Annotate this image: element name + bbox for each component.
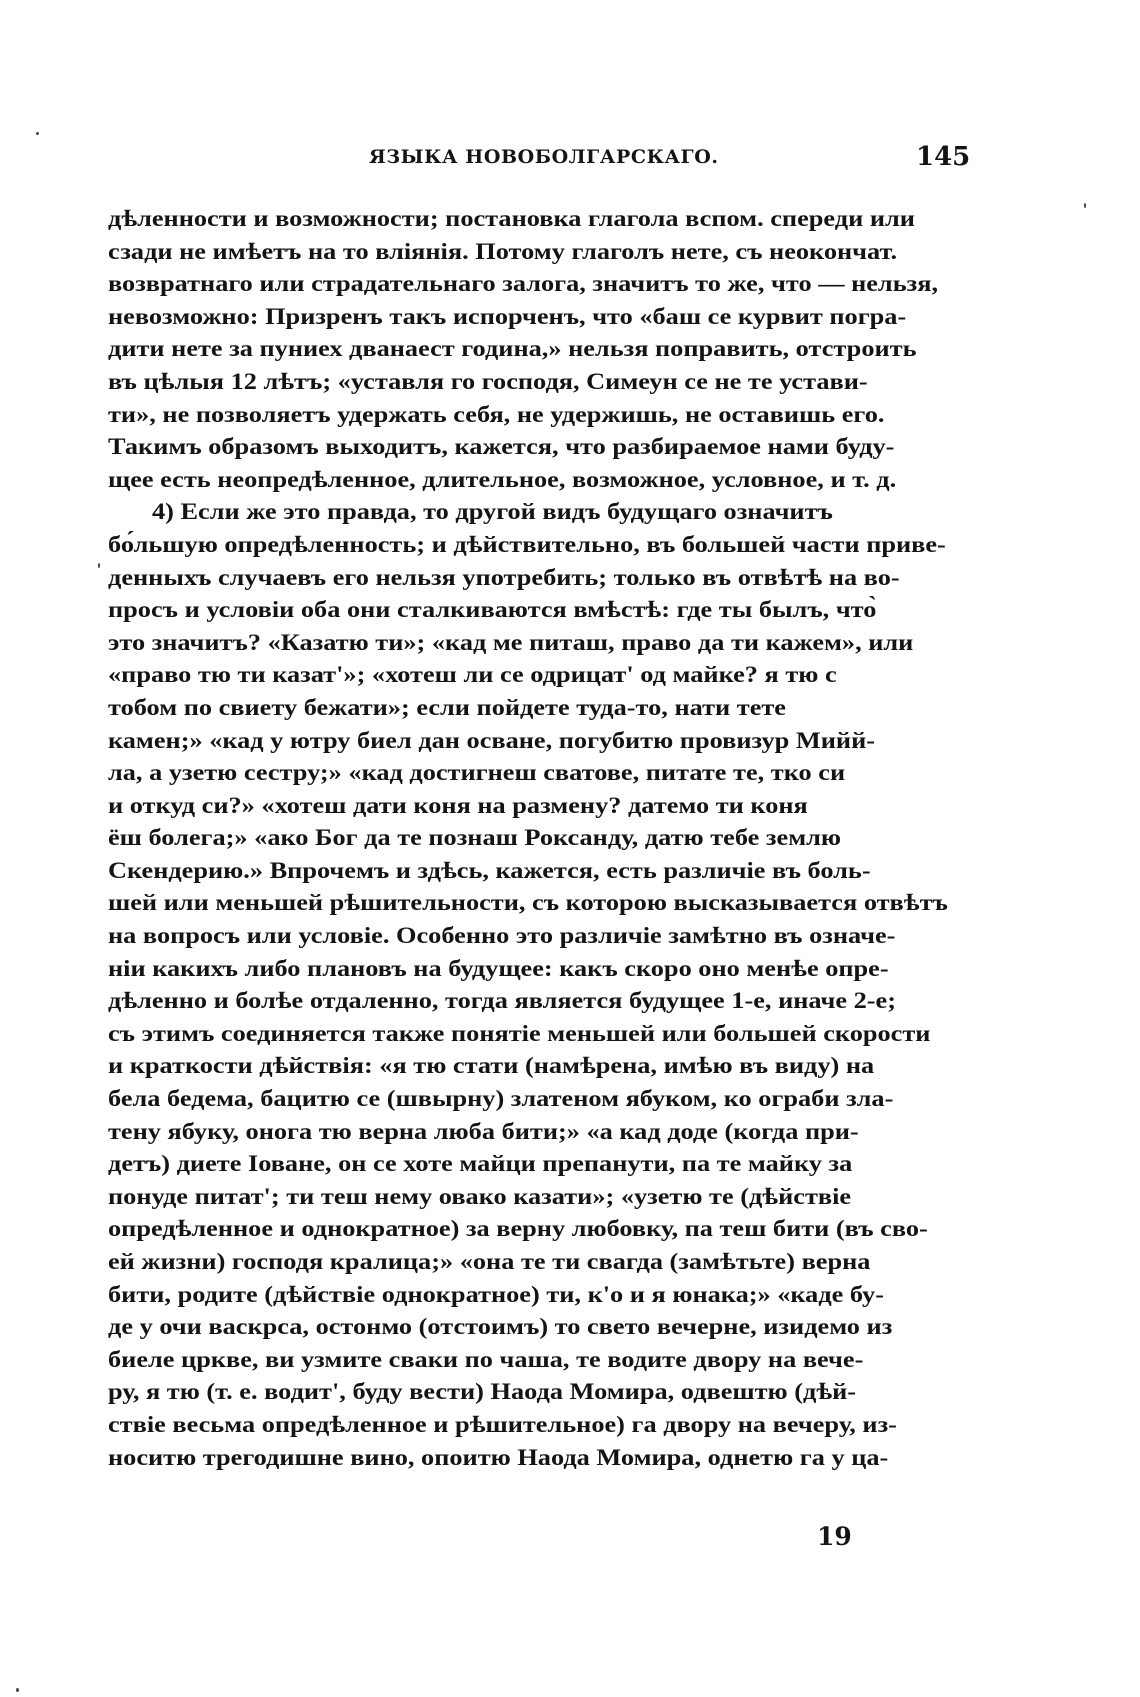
text-line: въ цѣлыя 12 лѣтъ; «уставля го господя, Симеун се не те устави- (108, 368, 868, 395)
text-line: дѣленности и возможности; постановка глагола вспом. спереди или (108, 206, 915, 232)
scan-speck (16, 1688, 19, 1692)
text-line: Такимъ образомъ выходитъ, кажется, что разбираемое нами буду- (108, 434, 895, 461)
text-line: «право тю ти казат'»; «хотеш ли се одрицат' од майке? я тю с (108, 662, 837, 689)
text-line: сзади не имѣетъ на то вліянія. Потому глаголъ нете, съ неокончат. (108, 238, 898, 265)
text-line: это значитъ? «Казатю ти»; «кад ме питаш, право да ти кажем», или (108, 629, 914, 656)
text-line: шей или меньшей рѣшительности, съ которою высказывается отвѣтъ (108, 890, 948, 917)
text-line: де у очи васкрса, остонмо (отстоимъ) то свето вечерне, изидемо из (108, 1314, 893, 1341)
text-line: камен;» «кад у ютру биел дан осване, погубитю провизур Мийй- (108, 727, 876, 754)
text-line: денныхъ случаевъ его нельзя употребить; только въ отвѣтѣ на во- (108, 564, 900, 591)
page-number: 145 (916, 142, 971, 172)
text-line: ей жизни) господя кралица;» «она те ти свагда (замѣтьте) верна (108, 1249, 871, 1275)
text-line: тену ябуку, онога тю верна люба бити;» «а кад доде (когда при- (108, 1118, 859, 1145)
scan-speck (36, 132, 39, 135)
text-line: бо́льшую опредѣленность; и дѣйствительно, въ большей части приве- (108, 531, 946, 558)
text-line: дити нете за пуниех дванаест година,» нельзя поправить, отстроить (108, 336, 917, 363)
text-line: опредѣленное и однократное) за верну любовку, па теш бити (въ сво- (108, 1216, 928, 1243)
text-line: ла, а узетю сестру;» «кад достигнеш сватове, питате те, тко си (108, 760, 846, 787)
text-line: детъ) диете Іоване, он се хоте майци препанути, па те майку за (108, 1151, 853, 1178)
paragraph-start-line: 4) Если же это правда, то другой видъ будущаго означитъ (152, 499, 833, 526)
text-line: биеле цркве, ви узмите сваки по чаша, те водите двору на вече- (108, 1346, 864, 1373)
body-text (108, 203, 968, 1474)
text-line: щее есть неопредѣленное, длительное, возможное, условное, и т. д. (108, 466, 897, 493)
text-line: ніи какихъ либо плановъ на будущее: какъ скоро оно менѣе опре- (108, 955, 889, 982)
signature-mark: 19 (817, 1522, 852, 1551)
text-line: Скендерию.» Впрочемъ и здѣсь, кажется, есть различіе въ боль- (108, 857, 871, 884)
text-line: ру, я тю (т. е. водит', буду вести) Наода Момира, одвештю (дѣй- (108, 1379, 857, 1406)
text-line: носитю трегодишне вино, опоитю Наода Момира, однетю га у ца- (108, 1444, 889, 1471)
text-line: бити, родите (дѣйствіе однократное) ти, к'о и я юнака;» «каде бу- (108, 1281, 884, 1308)
text-line: возвратнаго или страдательнаго залога, значитъ то же, что — нельзя, (108, 271, 939, 298)
page-header (0, 140, 1140, 180)
text-line: дѣленно и болѣе отдаленно, тогда является будущее 1-е, иначе 2-е; (108, 988, 896, 1015)
text-line: и откуд си?» «хотеш дати коня на размену? датемо ти коня (108, 792, 808, 819)
text-line: ствіе весьма опредѣленное и рѣшительное) га двору на вечеру, из- (108, 1411, 897, 1438)
text-line: съ этимъ соединяется также понятіе меньшей или большей скорости (108, 1020, 931, 1047)
text-line: невозможно: Призренъ такъ испорченъ, что «баш се курвит погра- (108, 303, 907, 330)
scan-speck (1084, 203, 1086, 208)
text-line: и краткости дѣйствія: «я тю стати (намѣрена, имѣю въ виду) на (108, 1053, 875, 1080)
text-line: понуде питат'; ти теш нему овако казати»; «узетю те (дѣйствіе (108, 1183, 852, 1210)
text-line: ти», не позволяетъ удержать себя, не удержишь, не оставишь его. (108, 401, 885, 428)
text-line: ёш болега;» «ако Бог да те познаш Роксанду, датю тебе землю (108, 825, 842, 852)
text-line: тобом по свиету бежати»; если пойдете туда-то, нати тете (108, 694, 786, 721)
scan-speck (98, 563, 100, 568)
text-line: бела бедема, бацитю се (швырну) златеном ябуком, ко ограби зла- (108, 1086, 894, 1113)
running-title: ЯЗЫКА НОВОБОЛГАРСКАГО. (369, 146, 719, 168)
text-line: просъ и условіи оба они сталкиваются вмѣстѣ: где ты былъ, что̀ (108, 597, 877, 624)
text-line: на вопросъ или условіе. Особенно это различіе замѣтно въ означе- (108, 923, 896, 950)
